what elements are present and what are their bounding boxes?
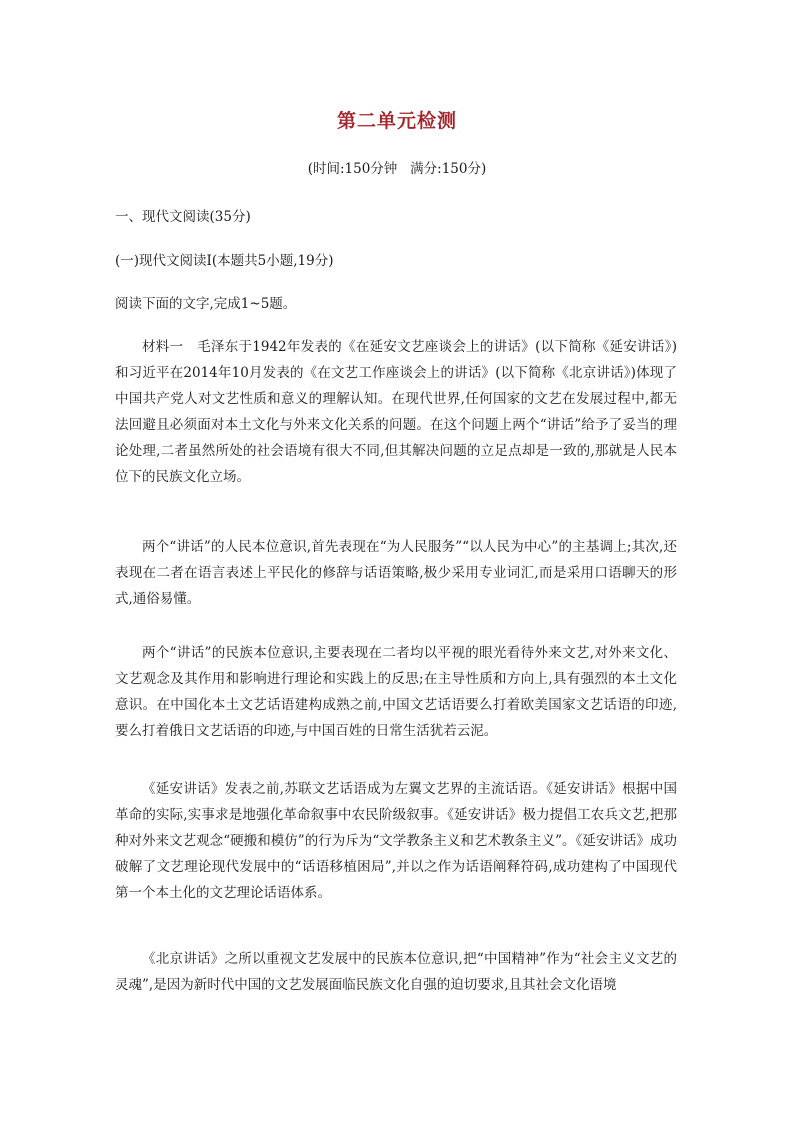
paragraph: 《北京讲话》之所以重视文艺发展中的民族本位意识,把“中国精神”作为“社会主义文艺的灵魂”,是因为新时代中国的文艺发展面临民族文化自强的迫切要求,且其社会文化语境 (115, 951, 677, 993)
subsection-heading: (一)现代文阅读Ⅰ(本题共5小题,19分) (115, 253, 334, 269)
paragraph: 两个“讲话”的人民本位意识,首先表现在“为人民服务”“以人民为中心”的主基调上;其次,还表现在二者在语言表述上平民化的修辞与话语策略,极少采用专业词汇,而是采用口语聊天的形式,通俗易懂。 (115, 539, 677, 607)
paragraph: 《延安讲话》发表之前,苏联文艺话语成为左翼文艺界的主流话语。《延安讲话》根据中国革命的实际,实事求是地强化革命叙事中农民阶级叙事。《延安讲话》极力提倡工农兵文艺,把那种对外来文艺观念“硬搬和模仿”的行为斥为“文学教条主义和艺术教条主义”。《延安讲话》成功破解了文艺理论现代发展中的“话语移植困局”,并以之作为话语阐释符码,成功建构了中国现代第一个本土化的文艺理论话语体系。 (115, 781, 677, 901)
paragraph: 两个“讲话”的民族本位意识,主要表现在二者均以平视的眼光看待外来文艺,对外来文化、文艺观念及其作用和影响进行理论和实践上的反思;在主导性质和方向上,具有强烈的本土文化意识。在中国化本土文艺话语建构成熟之前,中国文艺话语要么打着欧美国家文艺话语的印迹,要么打着俄日文艺话语的印迹,与中国百姓的日常生活犹若云泥。 (115, 645, 677, 739)
paragraph-material-one: 材料一 毛泽东于1942年发表的《在延安文艺座谈会上的讲话》(以下简称《延安讲话》)和习近平在2014年10月发表的《在文艺工作座谈会上的讲话》(以下简称《北京讲话》)体现了中国共产党人对文艺性质和意义的理解认知。在现代世界,任何国家的文艺在发展过程中,都无法回避且必须面对本土文化与外来文化关系的问题。在这个问题上两个“讲话”给予了妥当的理论处理,二者虽然所处的社会语境有很大不同,但其解决问题的立足点却是一致的,那就是人民本位下的民族文化立场。 (115, 339, 677, 485)
reading-instruction: 阅读下面的文字,完成1~5题。 (115, 296, 297, 312)
exam-time-and-score: (时间:150分钟 满分:150分) (307, 161, 487, 177)
section-heading: 一、现代文阅读(35分) (115, 209, 251, 225)
page-title: 第二单元检测 (336, 110, 457, 132)
